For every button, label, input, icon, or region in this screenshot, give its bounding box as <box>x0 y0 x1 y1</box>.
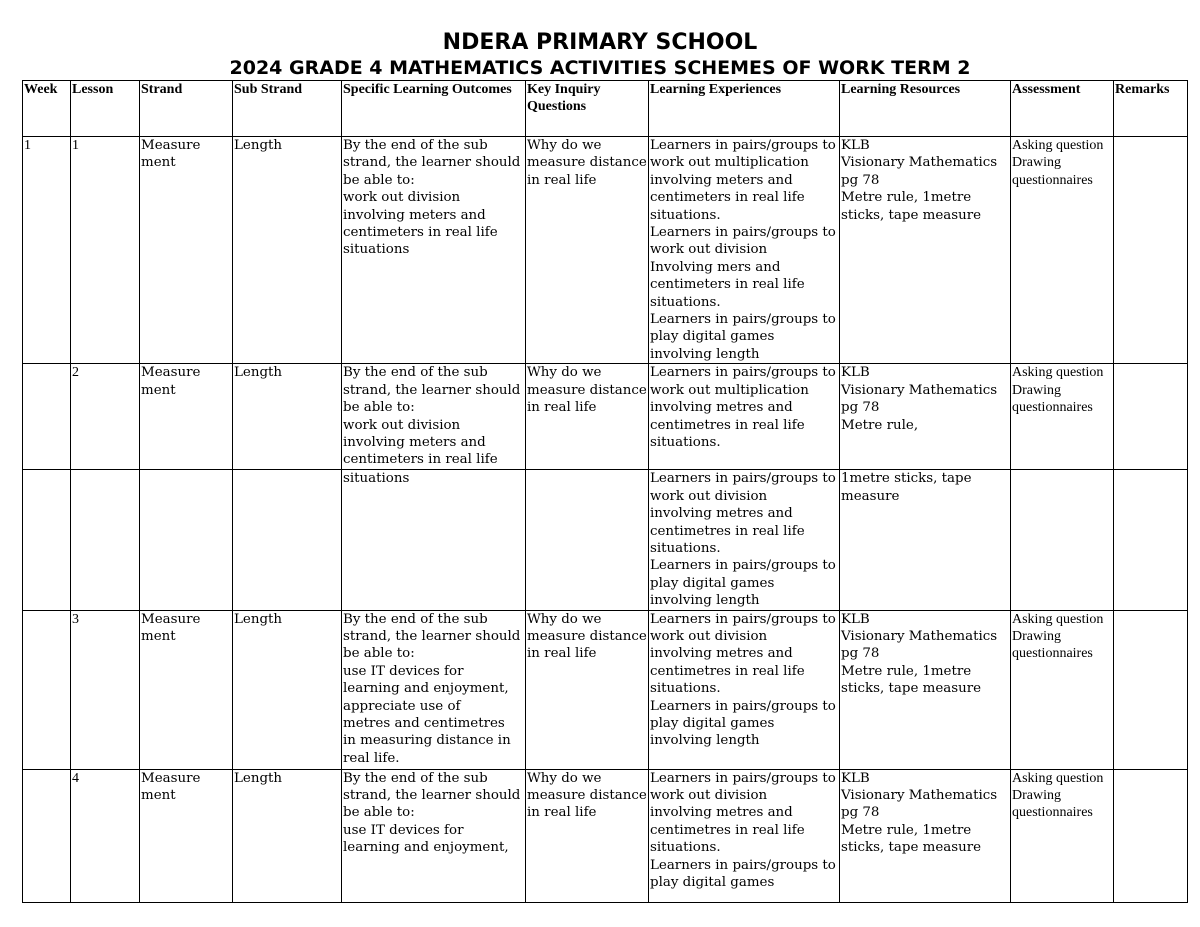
cell-line: pg 78 <box>841 805 880 821</box>
cell-line: situations. <box>650 434 721 450</box>
cell-inquiry <box>526 364 649 470</box>
cell-line: Why do we <box>527 611 602 627</box>
cell-week <box>23 364 71 470</box>
school-name: NDERA PRIMARY SCHOOL <box>442 30 758 55</box>
cell-strand <box>140 769 233 902</box>
cell-outcomes <box>342 769 526 902</box>
cell-strand <box>140 610 233 769</box>
cell-experiences <box>649 610 840 769</box>
cell-line: Measure <box>141 365 201 381</box>
cell-experiences <box>649 137 840 364</box>
cell-line: measure distance <box>527 155 647 171</box>
cell-outcomes <box>342 610 526 769</box>
cell-resources <box>840 137 1011 364</box>
document-subtitle: 2024 GRADE 4 MATHEMATICS ACTIVITIES SCHEMES OF WORK TERM 2 <box>229 57 971 79</box>
cell-outcomes <box>342 470 526 610</box>
cell-line: work out division <box>650 787 768 803</box>
cell-experiences <box>649 769 840 902</box>
cell-line: situations. <box>650 681 721 697</box>
cell-line: Learners in pairs/groups to <box>650 365 836 381</box>
cell-line: work out division <box>343 417 461 433</box>
cell-line: Metre rule, <box>841 417 919 433</box>
header-learning-resources: Learning Resources <box>840 81 1011 137</box>
cell-line: use IT devices for <box>343 663 464 679</box>
cell-line: be able to: <box>343 646 415 662</box>
cell-remarks <box>1114 137 1188 364</box>
cell-remarks <box>1114 769 1188 902</box>
cell-inquiry <box>526 610 649 769</box>
header-specific-learning-outcomes: Specific Learning Outcomes <box>342 81 526 137</box>
cell-line: centimeters in real life <box>650 277 805 293</box>
cell-line: measure distance <box>527 787 647 803</box>
cell-line: sticks, tape measure <box>841 681 982 697</box>
cell-line: sticks, tape measure <box>841 840 982 856</box>
cell-inquiry <box>526 769 649 902</box>
cell-line: By the end of the sub <box>343 138 488 153</box>
cell-line: pg 78 <box>841 400 880 416</box>
cell-remarks <box>1114 470 1188 610</box>
table-row <box>23 364 1188 470</box>
cell-line: Why do we <box>527 770 602 786</box>
cell-line: centimetres in real life <box>650 523 805 539</box>
table-row <box>23 470 1188 610</box>
cell-line: work out division <box>343 190 461 206</box>
cell-line: work out multiplication <box>650 155 809 171</box>
cell-line: in real life <box>527 646 597 662</box>
cell-line: situations. <box>650 540 721 556</box>
cell-line: in real life <box>527 400 597 416</box>
cell-lesson <box>71 470 140 610</box>
cell-line: work out division <box>650 628 768 644</box>
cell-line: work out multiplication <box>650 382 809 398</box>
header-learning-experiences: Learning Experiences <box>649 81 840 137</box>
header-assessment: Assessment <box>1011 81 1114 137</box>
cell-lesson: 2 <box>71 364 140 470</box>
table-row <box>23 137 1188 364</box>
cell-line: Drawing <box>1012 628 1061 644</box>
cell-line: real life. <box>343 750 400 766</box>
cell-line: By the end of the sub <box>343 611 488 627</box>
cell-line: Metre rule, 1metre <box>841 822 972 838</box>
cell-line: centimeters in real life <box>650 190 805 206</box>
cell-strand <box>140 137 233 364</box>
cell-line: Measure <box>141 138 201 153</box>
cell-line: Learners in pairs/groups to <box>650 698 836 714</box>
cell-line: ment <box>141 628 176 644</box>
cell-line: involving length <box>650 593 760 609</box>
cell-line: situations. <box>650 294 721 310</box>
header-sub-strand: Sub Strand <box>233 81 342 137</box>
cell-line: KLB <box>841 138 870 153</box>
cell-sub-strand <box>233 470 342 610</box>
cell-line: centimetres in real life <box>650 417 805 433</box>
cell-line: centimetres in real life <box>650 663 805 679</box>
cell-line: questionnaires <box>1012 400 1093 416</box>
cell-line: Why do we <box>527 138 602 153</box>
cell-sub-strand: Length <box>233 137 342 364</box>
cell-line: play digital games <box>650 874 775 890</box>
cell-line: questionnaires <box>1012 172 1093 188</box>
cell-line: Asking question <box>1012 770 1104 786</box>
cell-strand <box>140 364 233 470</box>
cell-remarks <box>1114 610 1188 769</box>
cell-line: in measuring distance in <box>343 733 511 749</box>
cell-line: Drawing <box>1012 787 1061 803</box>
cell-line: be able to: <box>343 805 415 821</box>
cell-line: By the end of the sub <box>343 770 488 786</box>
cell-remarks <box>1114 364 1188 470</box>
cell-line: work out division <box>650 488 768 504</box>
header-strand: Strand <box>140 81 233 137</box>
cell-assessment <box>1011 769 1114 902</box>
cell-line: involving meters and <box>343 434 486 450</box>
cell-assessment <box>1011 137 1114 364</box>
cell-sub-strand: Length <box>233 769 342 902</box>
cell-line: situations <box>343 471 410 487</box>
cell-line: Metre rule, 1metre <box>841 190 972 206</box>
cell-line: situations. <box>650 207 721 223</box>
cell-line: work out division <box>650 242 768 258</box>
header-remarks: Remarks <box>1114 81 1188 137</box>
table-body <box>23 137 1188 903</box>
table-row <box>23 610 1188 769</box>
cell-line: measure <box>841 488 900 504</box>
cell-line: Visionary Mathematics <box>841 155 998 171</box>
cell-lesson: 4 <box>71 769 140 902</box>
cell-line: Learners in pairs/groups to <box>650 857 836 873</box>
cell-line: involving length <box>650 733 760 749</box>
cell-line: pg 78 <box>841 172 880 188</box>
cell-line: Learners in pairs/groups to <box>650 138 836 153</box>
scheme-of-work-table <box>22 80 1188 903</box>
cell-line: in real life <box>527 172 597 188</box>
cell-line: Learners in pairs/groups to <box>650 312 836 328</box>
cell-line: learning and enjoyment, <box>343 840 509 856</box>
cell-line: By the end of the sub <box>343 365 488 381</box>
cell-line: strand, the learner should <box>343 628 521 644</box>
cell-line: strand, the learner should <box>343 787 521 803</box>
cell-line: centimetres in real life <box>650 822 805 838</box>
cell-line: use IT devices for <box>343 822 464 838</box>
header-key-inquiry-questions: Key Inquiry Questions <box>526 81 649 137</box>
cell-line: play digital games <box>650 715 775 731</box>
cell-line: Visionary Mathematics <box>841 628 998 644</box>
cell-line: KLB <box>841 611 870 627</box>
cell-line: Asking question <box>1012 138 1104 153</box>
cell-line: play digital games <box>650 329 775 345</box>
cell-line: Learners in pairs/groups to <box>650 558 836 574</box>
cell-experiences <box>649 364 840 470</box>
cell-line: KLB <box>841 770 870 786</box>
cell-line: sticks, tape measure <box>841 207 982 223</box>
cell-line: involving metres and <box>650 805 793 821</box>
cell-experiences <box>649 470 840 610</box>
cell-line: situations <box>343 242 410 258</box>
cell-week: 1 <box>23 137 71 364</box>
table-header-row <box>23 81 1188 137</box>
cell-line: play digital games <box>650 575 775 591</box>
cell-line: Asking question <box>1012 365 1104 381</box>
cell-line: Why do we <box>527 365 602 381</box>
cell-line: Drawing <box>1012 382 1061 398</box>
cell-resources <box>840 364 1011 470</box>
cell-line: Learners in pairs/groups to <box>650 770 836 786</box>
cell-line: involving meters and <box>343 207 486 223</box>
cell-line: 1metre sticks, tape <box>841 471 972 487</box>
cell-resources <box>840 610 1011 769</box>
cell-outcomes <box>342 364 526 470</box>
cell-lesson: 3 <box>71 610 140 769</box>
cell-line: Measure <box>141 611 201 627</box>
cell-outcomes <box>342 137 526 364</box>
cell-strand <box>140 470 233 610</box>
cell-resources <box>840 769 1011 902</box>
cell-resources <box>840 470 1011 610</box>
cell-line: strand, the learner should <box>343 382 521 398</box>
header-week: Week <box>23 81 71 137</box>
cell-line: appreciate use of <box>343 698 461 714</box>
cell-line: KLB <box>841 365 870 381</box>
cell-line: Drawing <box>1012 155 1061 171</box>
cell-line: be able to: <box>343 400 415 416</box>
cell-line: Learners in pairs/groups to <box>650 225 836 241</box>
cell-line: ment <box>141 155 176 171</box>
cell-line: ment <box>141 382 176 398</box>
cell-lesson: 1 <box>71 137 140 364</box>
cell-assessment <box>1011 470 1114 610</box>
cell-line: ment <box>141 787 176 803</box>
cell-line: Learners in pairs/groups to <box>650 471 836 487</box>
header-lesson: Lesson <box>71 81 140 137</box>
cell-line: Measure <box>141 770 201 786</box>
cell-line: centimeters in real life <box>343 452 498 468</box>
cell-line: involving metres and <box>650 506 793 522</box>
cell-line: measure distance <box>527 628 647 644</box>
cell-line: metres and centimetres <box>343 715 505 731</box>
cell-line: involving metres and <box>650 400 793 416</box>
cell-week <box>23 769 71 902</box>
cell-line: learning and enjoyment, <box>343 681 509 697</box>
cell-line: situations. <box>650 840 721 856</box>
cell-line: pg 78 <box>841 646 880 662</box>
table-row <box>23 769 1188 902</box>
cell-assessment <box>1011 364 1114 470</box>
cell-line: involving meters and <box>650 172 793 188</box>
cell-line: Asking question <box>1012 611 1104 627</box>
cell-week <box>23 470 71 610</box>
cell-line: Visionary Mathematics <box>841 382 998 398</box>
cell-inquiry <box>526 137 649 364</box>
cell-week <box>23 610 71 769</box>
cell-line: measure distance <box>527 382 647 398</box>
cell-line: involving metres and <box>650 646 793 662</box>
cell-line: Involving mers and <box>650 259 781 275</box>
cell-line: in real life <box>527 805 597 821</box>
cell-inquiry <box>526 470 649 610</box>
cell-assessment <box>1011 610 1114 769</box>
cell-line: questionnaires <box>1012 805 1093 821</box>
cell-line: involving length <box>650 346 760 362</box>
cell-line: Learners in pairs/groups to <box>650 611 836 627</box>
cell-line: Metre rule, 1metre <box>841 663 972 679</box>
cell-line: Visionary Mathematics <box>841 787 998 803</box>
cell-sub-strand: Length <box>233 364 342 470</box>
cell-line: strand, the learner should <box>343 155 521 171</box>
cell-line: be able to: <box>343 172 415 188</box>
cell-line: questionnaires <box>1012 646 1093 662</box>
cell-sub-strand: Length <box>233 610 342 769</box>
cell-line: centimeters in real life <box>343 225 498 241</box>
